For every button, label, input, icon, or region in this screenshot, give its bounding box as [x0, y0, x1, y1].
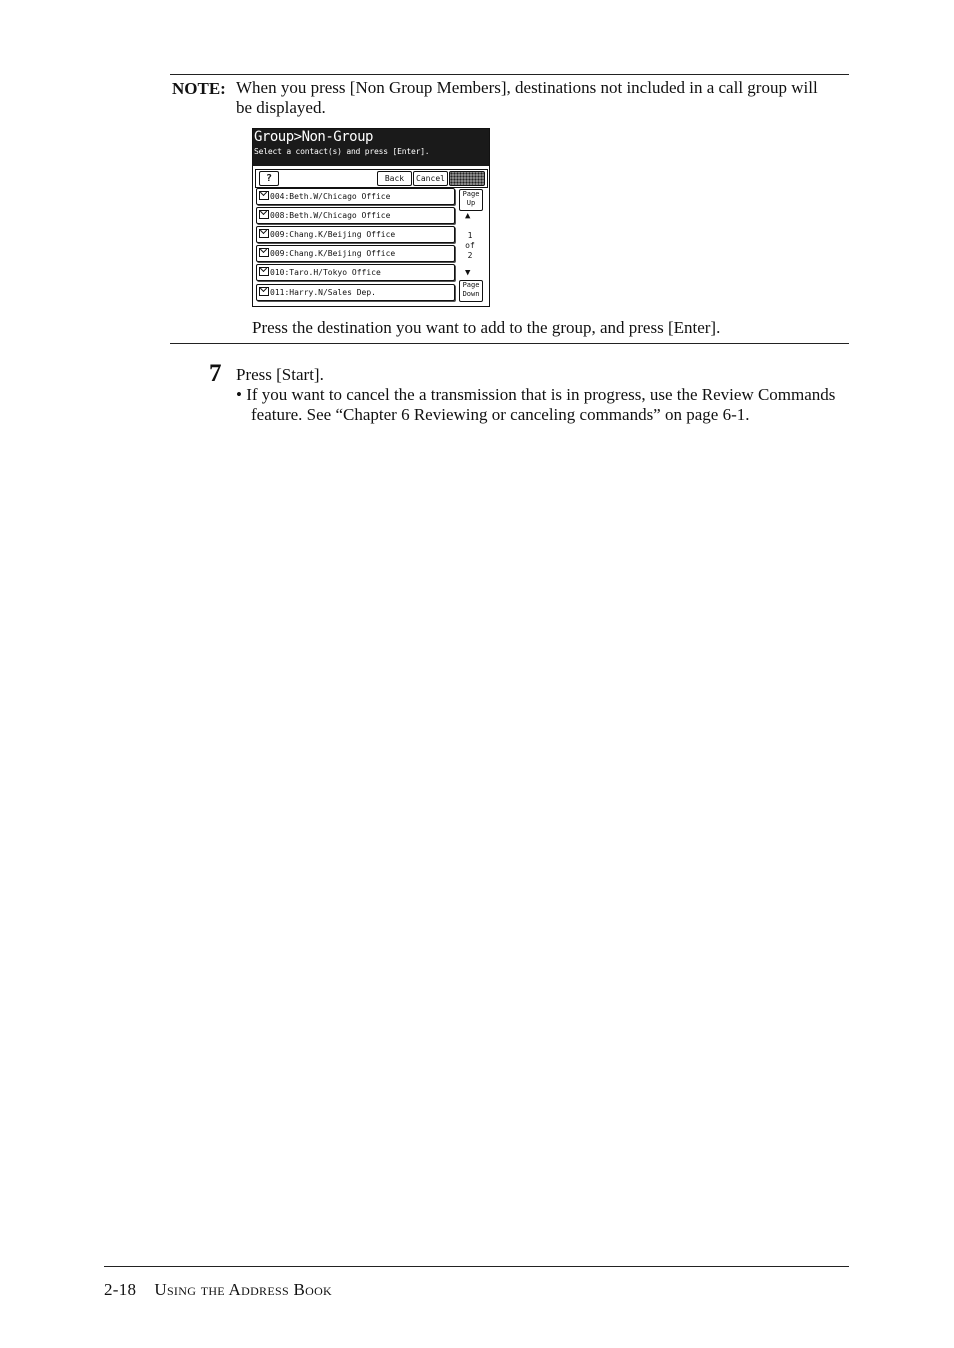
- mail-icon: [259, 267, 269, 276]
- list-item-label: 004:Beth.W/Chicago Office: [270, 192, 391, 201]
- mail-icon: [259, 210, 269, 219]
- help-button[interactable]: ?: [259, 171, 279, 186]
- step-text: Press [Start].: [236, 365, 324, 384]
- list-item-label: 009:Chang.K/Beijing Office: [270, 230, 396, 239]
- screen-toolbar: [255, 169, 488, 188]
- mail-icon: [259, 248, 269, 257]
- page-down-label-2: Down: [462, 290, 480, 298]
- page-of: of: [465, 241, 475, 250]
- list-item-label: 008:Beth.W/Chicago Office: [270, 211, 391, 220]
- note-text: When you press [Non Group Members], destinations not included in a call group will be displayed.: [236, 78, 818, 117]
- page-current: 1: [467, 231, 473, 240]
- up-arrow-icon: ▲: [465, 211, 471, 221]
- list-item[interactable]: [256, 245, 455, 262]
- mail-icon: [259, 287, 269, 296]
- step-bullet: • If you want to cancel the a transmission that is in progress, use the Review Commands feature. See “Chapter 6 Reviewing or canceling commands” on page 6-1.: [236, 385, 836, 424]
- step-number: 7: [209, 360, 222, 387]
- list-item-label: 011:Harry.N/Sales Dep.: [270, 288, 376, 297]
- screen-title: Group>Non-Group: [254, 129, 373, 145]
- note-bottom-rule: [170, 343, 849, 344]
- screen-subtitle: Select a contact(s) and press [Enter].: [254, 147, 430, 156]
- list-item[interactable]: [256, 264, 455, 281]
- page-down-button[interactable]: [459, 280, 483, 302]
- page-total: 2: [467, 251, 473, 260]
- page-number: 2-18: [104, 1280, 137, 1299]
- back-button[interactable]: Back: [377, 171, 412, 186]
- page-up-label-2: Up: [466, 199, 476, 207]
- note-followup-text: Press the destination you want to add to the group, and press [Enter].: [252, 318, 721, 337]
- page-down-label-1: Page: [462, 281, 480, 289]
- list-item-label: 009:Chang.K/Beijing Office: [270, 249, 396, 258]
- mail-icon: [259, 191, 269, 200]
- down-arrow-icon: ▼: [465, 268, 471, 278]
- page-footer: [104, 1280, 332, 1300]
- list-item[interactable]: [256, 207, 455, 224]
- mail-icon: [259, 229, 269, 238]
- page-up-button[interactable]: [459, 189, 483, 211]
- cancel-button[interactable]: Cancel: [413, 171, 448, 186]
- enter-button[interactable]: [449, 171, 485, 186]
- footer-title: Using the Address Book: [154, 1280, 333, 1299]
- lcd-screenshot: [252, 128, 490, 307]
- list-item[interactable]: [256, 226, 455, 243]
- screen-header: [253, 129, 489, 166]
- page-up-label-1: Page: [462, 190, 480, 198]
- note-top-rule: [170, 74, 849, 75]
- note-label: NOTE:: [172, 79, 226, 98]
- footer-rule: [104, 1266, 849, 1267]
- list-item[interactable]: [256, 284, 455, 301]
- list-item-label: 010:Taro.H/Tokyo Office: [270, 268, 381, 277]
- list-item[interactable]: [256, 188, 455, 205]
- page-indicator: [461, 231, 479, 261]
